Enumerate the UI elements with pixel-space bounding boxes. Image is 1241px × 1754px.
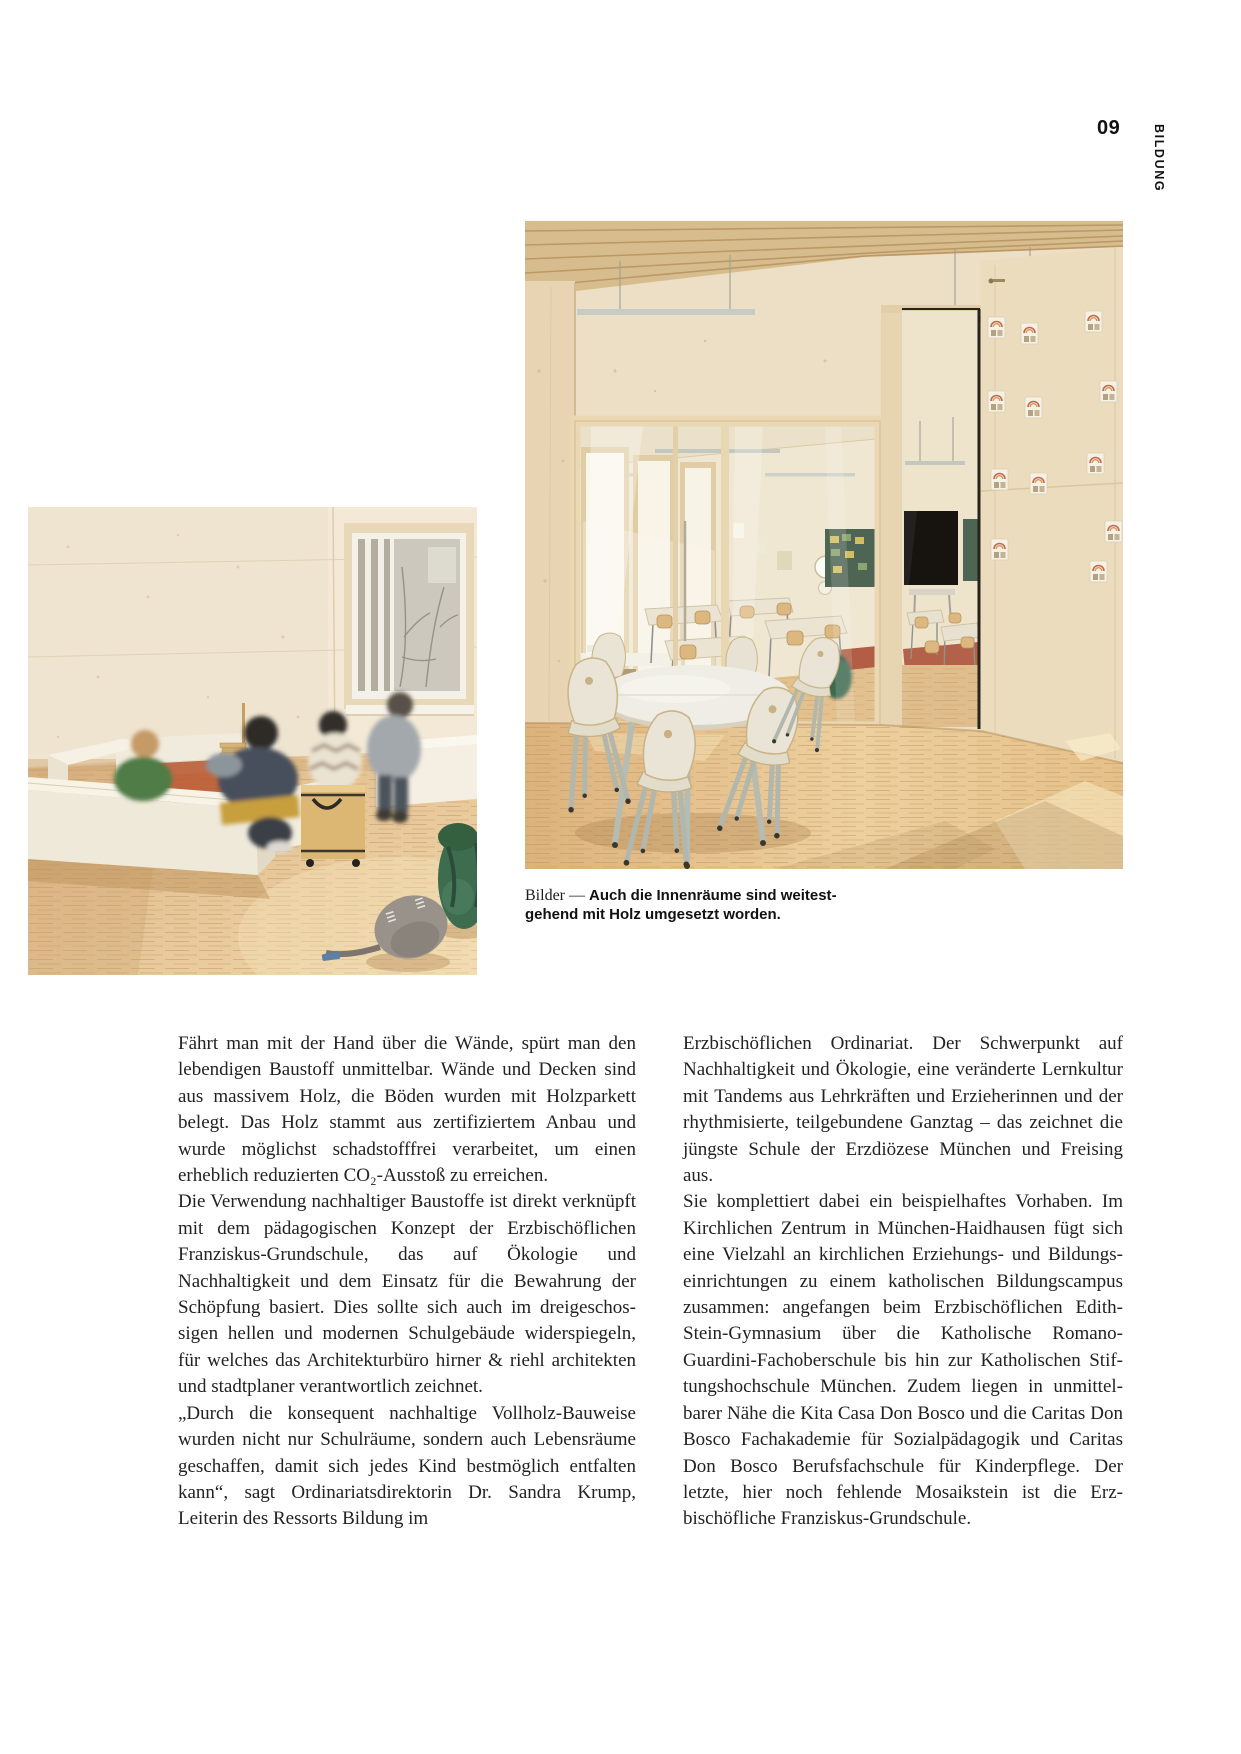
section-label: BILDUNG xyxy=(1152,124,1166,193)
paragraph: Erzbischöflichen Ordinariat. Der Schwerpunkt auf Nachhaltigkeit und Ökologie, eine veränderte Lernkultur mit Tandems aus Lehrkräften und Erzieherinnen und der rhythmisierte, teilgebundene Ganztag – das zeichnet die jüngste Schule der Erzdiözese München und Freising aus. xyxy=(683,1033,1123,1187)
caption-text: Auch die Innenräume sind weitestgehend mit Holz umgesetzt worden. xyxy=(525,887,837,923)
play-corner-illustration xyxy=(28,507,477,975)
adjacent-room xyxy=(902,311,980,727)
photo-caption xyxy=(525,886,867,924)
paragraph: Fährt man mit der Hand über die Wände, spürt man den lebendigen Baustoff unmittelbar. Wände und Decken sind aus massivem Holz, die Böden wurden mit Holzparkett belegt. Das Holz stammt aus zertifiziertem Anbau und wurde möglichst schadstofffrei verarbeitet, um einen erheblich reduzierten CO₂-Ausstoß zu erreichen. xyxy=(178,1033,636,1187)
paragraph: „Durch die konsequent nachhaltige Vollholz-Bauweise wurden nicht nur Schulräume, sondern auch Lebensräume geschaffen, damit sich jedes Kind bestmöglich entfalten kann“, sagt Ordinariatsdirektorin Dr. Sandra Krump, Leiterin des Ressorts Bildung im xyxy=(178,1402,636,1530)
classroom-photo xyxy=(525,221,1123,869)
paragraph: Die Verwendung nachhaltiger Baustoffe ist direkt verknüpft mit dem pädagogischen Konzept der Erzbischöflichen Franziskus-Grundschule, das auf Ökologie und Nachhaltigkeit und dem Einsatz für die Bewahrung der Schöpfung basiert. Dies sollte sich auch im dreigeschossigen hellen und modernen Schulgebäude widerspiegeln, für welches das Architekturbüro hirner & riehl architekten und stadtplaner verantwortlich zeichnet. xyxy=(178,1191,636,1398)
plywood-box xyxy=(301,785,365,867)
play-corner-photo xyxy=(28,507,477,975)
pendant-light xyxy=(577,309,755,315)
article-column-left xyxy=(178,1031,636,1533)
paragraph: Sie komplettiert dabei ein beispielhaftes Vorhaben. Im Kirchlichen Zentrum in München-Haidhausen fügt sich eine Vielzahl an kirchlichen Erziehungs- und Bildungseinrichtungen zu einem katholischen Bildungscampus zusammen: angefangen beim Erzbischöflichen Edith-Stein-Gymnasium über die Katholische Romano-Guardini-Fachoberschule bis hin zur Katholischen Stiftungshochschule München. Zudem liegen in unmittelbarer Nähe die Kita Casa Don Bosco und die Caritas Don Bosco Fachakademie für Sozialpädagogik und Caritas Don Bosco Berufsfachschule für Kinderpflege. Der letzte, hier noch fehlende Mosaikstein ist die Erzbischöfliche Franziskus-Grundschule. xyxy=(683,1191,1123,1530)
article-column-right xyxy=(683,1031,1123,1533)
page-number: 09 xyxy=(1097,117,1121,139)
classroom-photo-illustration xyxy=(525,221,1123,869)
window xyxy=(344,523,474,715)
caption-label: Bilder — xyxy=(525,887,589,904)
